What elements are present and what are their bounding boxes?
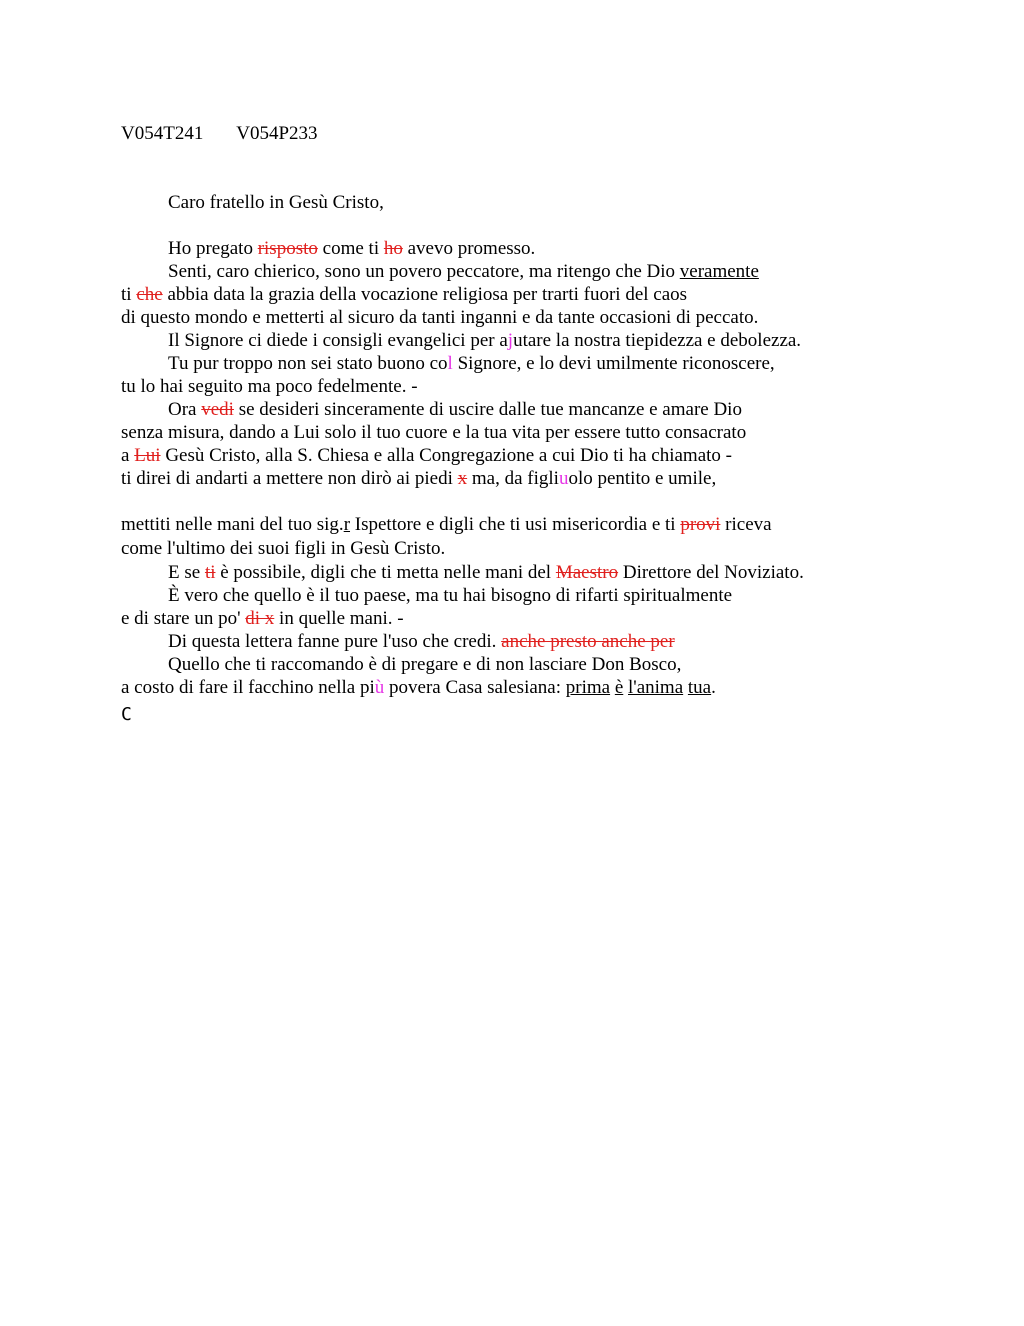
letter-line-15	[168, 586, 732, 605]
text-run: a costo di fare il facchino nella pi	[121, 677, 375, 698]
text-run: di questo mondo e metterti al sicuro da tanti inganni e da tante occasioni di peccato.	[121, 307, 759, 328]
text-run: tu lo hai seguito ma poco fedelmente. -	[121, 376, 418, 397]
underlined-text: veramente	[679, 261, 759, 282]
text-run: Ora	[168, 399, 202, 420]
text-run: utare la nostra tiepidezza e debolezza.	[513, 330, 802, 351]
deleted-text: di x	[245, 608, 275, 629]
text-run: Il Signore ci diede i consigli evangelici per a	[168, 330, 508, 351]
text-run: Di questa lettera fanne pure l'uso che credi.	[168, 631, 502, 652]
text-run: è possibile, digli che ti metta nelle mani del	[215, 562, 556, 583]
letter-line-8	[168, 400, 742, 419]
text-run: povera Casa salesiana:	[384, 677, 566, 698]
underlined-text: l'anima	[628, 677, 684, 698]
text-run: abbia data la grazia della vocazione religiosa per trarti fuori del caos	[162, 284, 688, 305]
text-run: È vero che quello è il tuo paese, ma tu hai bisogno di rifarti spiritualmente	[168, 585, 733, 606]
letter-line-7	[121, 377, 418, 396]
letter-line-19	[121, 678, 716, 697]
letter-line-16	[121, 609, 404, 628]
letter-line-10	[121, 446, 732, 465]
text-run: senza misura, dando a Lui solo il tuo cuore e la tua vita per essere tutto consacrato	[121, 422, 747, 443]
deleted-text: vedi	[201, 399, 234, 420]
salutation: Caro fratello in Gesù Cristo,	[168, 192, 384, 213]
text-run: Gesù Cristo, alla S. Chiesa e alla Congregazione a cui Dio ti ha chiamato -	[160, 445, 732, 466]
deleted-text: provi	[680, 514, 721, 535]
letter-line-12	[121, 515, 772, 534]
document-codes	[121, 124, 318, 143]
underlined-text: è	[614, 677, 624, 698]
text-run: a	[121, 445, 135, 466]
text-run: Senti, caro chierico, sono un povero peccatore, ma ritengo che Dio	[168, 261, 680, 282]
text-run: come ti	[317, 238, 384, 259]
letter-line-4	[121, 308, 758, 327]
text-run: riceva	[720, 514, 772, 535]
text-run: Signore, e lo devi umilmente riconoscere,	[452, 353, 775, 374]
text-run: mettiti nelle mani del tuo sig.	[121, 514, 344, 535]
text-run: Direttore del Noviziato.	[618, 562, 804, 583]
deleted-text: Maestro	[555, 562, 619, 583]
text-run: Tu pur troppo non sei stato buono co	[168, 353, 448, 374]
letter-line-5	[168, 331, 801, 350]
text-run: olo pentito e umile,	[568, 468, 717, 489]
signature-mark: C	[121, 704, 132, 725]
letter-line-6	[168, 354, 775, 373]
deleted-text: x	[457, 468, 468, 489]
text-run: .	[711, 677, 716, 698]
letter-line-13	[121, 539, 445, 558]
deleted-text: Lui	[134, 445, 161, 466]
inserted-text: j	[507, 330, 514, 351]
deleted-text: risposto	[257, 238, 318, 259]
underlined-text: r	[343, 514, 351, 535]
letter-line-14	[168, 563, 804, 582]
text-run: come l'ultimo dei suoi figli in Gesù Cristo.	[121, 538, 446, 559]
inserted-text: l	[447, 353, 453, 374]
text-run: in quelle mani. -	[274, 608, 404, 629]
text-run: Quello che ti raccomando è di pregare e di non lasciare Don Bosco,	[168, 654, 682, 675]
text-run: se desideri sinceramente di uscire dalle tue mancanze e amare Dio	[233, 399, 742, 420]
letter-line-11	[121, 469, 716, 488]
letter-line-3	[121, 285, 687, 304]
letter-line-2	[168, 262, 759, 281]
code-b: V054P233	[236, 123, 318, 144]
text-run: e di stare un po'	[121, 608, 246, 629]
deleted-text: ti	[204, 562, 216, 583]
text-run: avevo promesso.	[402, 238, 536, 259]
text-run: ti direi di andarti a mettere non dirò ai piedi	[121, 468, 458, 489]
deleted-text: che	[136, 284, 163, 305]
deleted-text: anche presto anche per	[501, 631, 675, 652]
text-run: ma, da figli	[467, 468, 559, 489]
letter-line-17	[168, 632, 675, 651]
letter-line-1	[168, 239, 535, 258]
text-run: Ho pregato	[168, 238, 258, 259]
text-run: ti	[121, 284, 137, 305]
underlined-text: prima	[565, 677, 611, 698]
letter-line-18	[168, 655, 681, 674]
text-run: Ispettore e digli che ti usi misericordia e ti	[350, 514, 681, 535]
underlined-text: tua	[687, 677, 712, 698]
letter-line-9	[121, 423, 746, 442]
deleted-text: ho	[383, 238, 403, 259]
inserted-text: u	[558, 468, 569, 489]
text-run: E se	[168, 562, 205, 583]
code-a: V054T241	[121, 123, 204, 144]
inserted-text: ù	[374, 677, 385, 698]
